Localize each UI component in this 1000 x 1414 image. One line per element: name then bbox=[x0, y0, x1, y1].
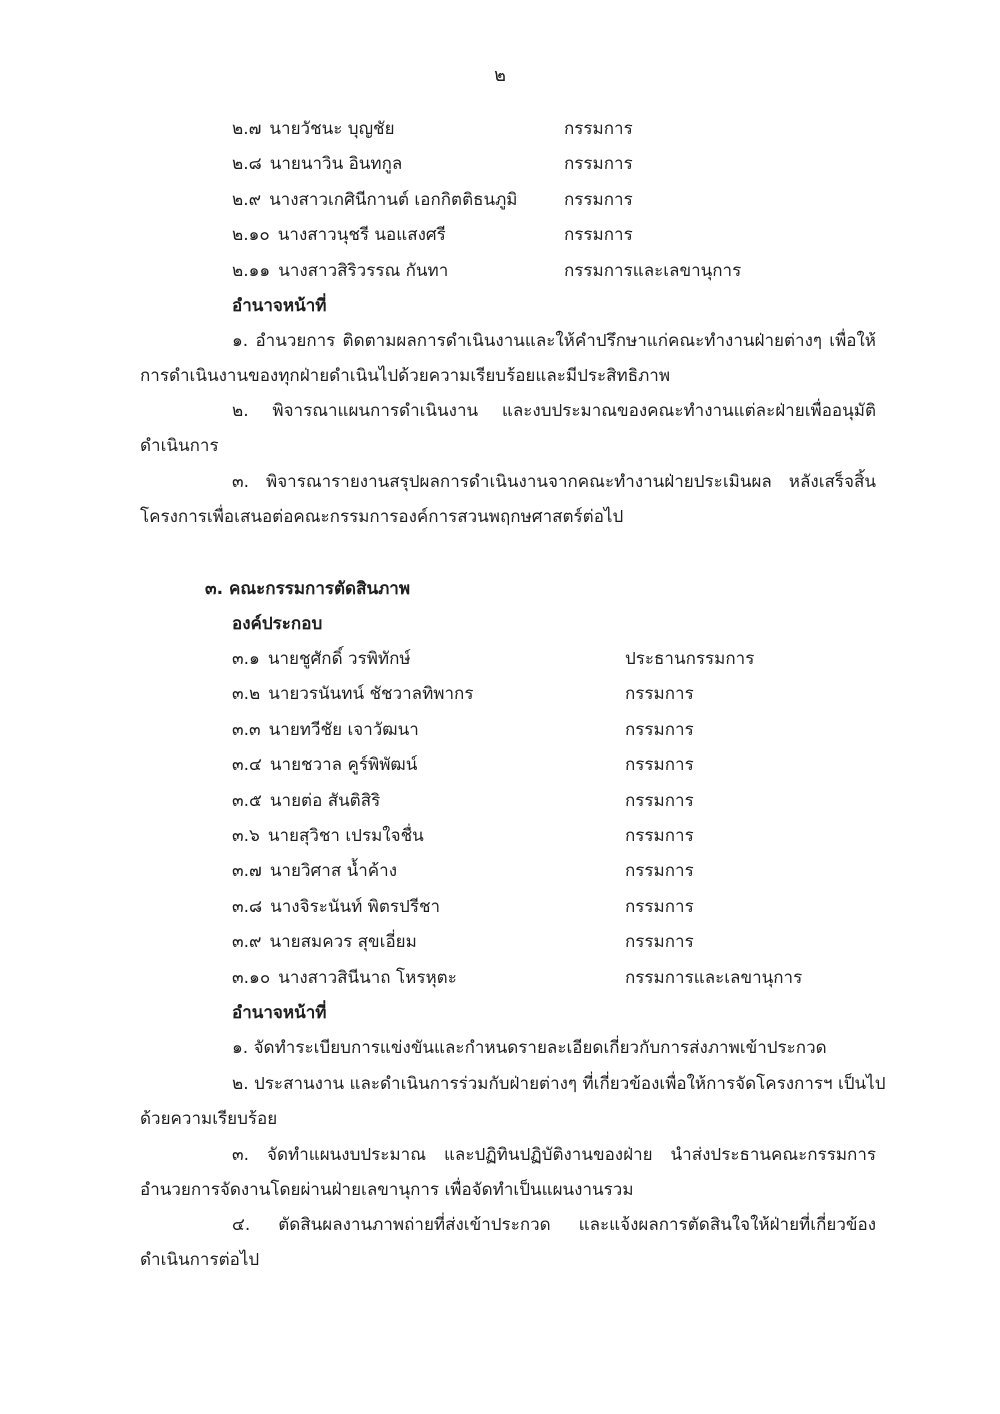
member-name: นายวิศาส น้ำค้าง bbox=[269, 861, 397, 882]
member-role: กรรมการ bbox=[625, 861, 694, 882]
member-name: นายชวาล คูร์พิพัฒน์ bbox=[269, 755, 418, 776]
member-name: นางสาวนุชรี นอแสงศรี bbox=[277, 225, 446, 246]
member-name: นายสุวิชา เปรมใจชื่น bbox=[267, 825, 424, 846]
section2-duties-heading: อำนาจหน้าที่ bbox=[232, 296, 327, 316]
list-item bbox=[232, 925, 694, 960]
section2-member-list bbox=[232, 112, 742, 289]
member-number: ๓.๘ bbox=[232, 896, 263, 917]
duty-line: ดำเนินการต่อไป bbox=[140, 1250, 260, 1271]
member-number: ๒.๙ bbox=[232, 189, 262, 210]
member-number: ๒.๗ bbox=[232, 119, 262, 139]
section3-duty-4 bbox=[140, 1208, 876, 1279]
duty-line: การดำเนินงานของทุกฝ่ายดำเนินไปด้วยความเรียบร้อยและมีประสิทธิภาพ bbox=[140, 366, 671, 387]
member-number: ๒.๑๐ bbox=[232, 225, 270, 246]
member-name: นางสาวสินีนาถ โหรหุตะ bbox=[278, 967, 457, 988]
section2-duty-3 bbox=[140, 465, 876, 536]
list-item bbox=[232, 890, 694, 925]
member-role: กรรมการ bbox=[625, 790, 694, 811]
section3-duties-heading: อำนาจหน้าที่ bbox=[232, 1003, 327, 1023]
list-item bbox=[232, 784, 694, 819]
member-number: ๒.๘ bbox=[232, 154, 262, 175]
member-number: ๒.๑๑ bbox=[232, 260, 271, 281]
member-number: ๓.๙ bbox=[232, 932, 262, 953]
member-number: ๓.๑ bbox=[232, 649, 260, 669]
duty-line: ๔. ตัดสินผลงานภาพถ่ายที่ส่งเข้าประกวด และแจ้งผลการตัดสินใจให้ฝ่ายที่เกี่ยวข้อง bbox=[232, 1215, 876, 1235]
member-name: นายทวีชัย เจาวัฒนา bbox=[268, 719, 419, 740]
member-role: กรรมการและเลขานุการ bbox=[625, 967, 803, 988]
duty-line: อำนวยการจัดงานโดยผ่านฝ่ายเลขานุการ เพื่อจัดทำเป็นแผนงานรวม bbox=[140, 1180, 634, 1201]
section3-duty-2 bbox=[140, 1067, 886, 1138]
member-name: นางสาวสิริวรรณ กันทา bbox=[278, 260, 449, 281]
section3-duty-3 bbox=[140, 1138, 876, 1209]
member-name: นางจิระนันท์ พิตรปรีชา bbox=[270, 896, 441, 917]
list-item bbox=[232, 112, 633, 147]
list-item bbox=[232, 677, 694, 712]
duty-line: ๓. พิจารณารายงานสรุปผลการดำเนินงานจากคณะทำงานฝ่ายประเมินผล หลังเสร็จสิ้น bbox=[232, 472, 876, 492]
section3-duty-1 bbox=[140, 1031, 876, 1066]
member-name: นางสาวเกศินีกานต์ เอกกิตติธนภูมิ bbox=[269, 189, 518, 210]
member-role: กรรมการ bbox=[564, 119, 633, 139]
member-number: ๓.๖ bbox=[232, 825, 260, 846]
member-number: ๓.๒ bbox=[232, 684, 261, 705]
member-number: ๓.๔ bbox=[232, 755, 262, 776]
section2-duty-2 bbox=[140, 394, 876, 465]
member-number: ๓.๑๐ bbox=[232, 967, 271, 988]
list-item bbox=[232, 183, 633, 218]
list-item bbox=[232, 218, 633, 253]
duty-line: ๓. จัดทำแผนงบประมาณ และปฏิทินปฏิบัติงานของฝ่าย นำส่งประธานคณะกรรมการ bbox=[232, 1145, 876, 1165]
duty-line: ๒. ประสานงาน และดำเนินการร่วมกับฝ่ายต่างๆ ที่เกี่ยวข้องเพื่อให้การจัดโครงการฯ เป็นไป bbox=[232, 1074, 886, 1094]
section3-title: ๓. คณะกรรมการตัดสินภาพ bbox=[205, 579, 411, 599]
section3-composition-heading: องค์ประกอบ bbox=[232, 614, 323, 634]
duty-line: ๑. อำนวยการ ติดตามผลการดำเนินงานและให้คำปรึกษาแก่คณะทำงานฝ่ายต่างๆ เพื่อให้ bbox=[232, 331, 876, 351]
member-number: ๓.๕ bbox=[232, 790, 262, 811]
duty-line: ดำเนินการ bbox=[140, 436, 219, 457]
duty-line: โครงการเพื่อเสนอต่อคณะกรรมการองค์การสวนพฤกษศาสตร์ต่อไป bbox=[140, 507, 624, 528]
section3-member-list bbox=[232, 642, 803, 996]
member-role: กรรมการ bbox=[564, 189, 633, 210]
member-name: นายวัชนะ บุญชัย bbox=[269, 119, 395, 139]
member-role: กรรมการ bbox=[625, 719, 694, 740]
page-number: ๒ bbox=[494, 65, 506, 86]
list-item bbox=[232, 147, 633, 182]
member-name: นายสมควร สุขเอี่ยม bbox=[269, 932, 417, 953]
member-number: ๓.๗ bbox=[232, 861, 262, 882]
list-item bbox=[232, 961, 803, 996]
section2-duty-1 bbox=[140, 324, 876, 395]
member-role: ประธานกรรมการ bbox=[625, 649, 755, 669]
member-name: นายชูศักดิ์ วรพิทักษ์ bbox=[267, 649, 411, 669]
member-role: กรรมการและเลขานุการ bbox=[564, 260, 742, 281]
member-role: กรรมการ bbox=[625, 896, 694, 917]
duty-line: ๒. พิจารณาแผนการดำเนินงาน และงบประมาณของคณะทำงานแต่ละฝ่ายเพื่ออนุมัติ bbox=[232, 401, 876, 421]
member-role: กรรมการ bbox=[564, 154, 633, 175]
duty-line: ด้วยความเรียบร้อย bbox=[140, 1109, 278, 1130]
member-name: นายต่อ สันติสิริ bbox=[269, 790, 381, 811]
list-item bbox=[232, 713, 694, 748]
member-role: กรรมการ bbox=[625, 932, 694, 953]
duty-line: ๑. จัดทำระเบียบการแข่งขันและกำหนดรายละเอียดเกี่ยวกับการส่งภาพเข้าประกวด bbox=[232, 1038, 827, 1058]
member-number: ๓.๓ bbox=[232, 719, 261, 740]
member-role: กรรมการ bbox=[625, 684, 694, 705]
list-item bbox=[232, 854, 694, 889]
list-item bbox=[232, 642, 755, 677]
list-item bbox=[232, 748, 694, 783]
member-name: นายวรนันทน์ ชัชวาลทิพากร bbox=[268, 684, 474, 705]
member-role: กรรมการ bbox=[625, 825, 694, 846]
list-item bbox=[232, 254, 742, 289]
member-role: กรรมการ bbox=[564, 225, 633, 246]
member-role: กรรมการ bbox=[625, 755, 694, 776]
list-item bbox=[232, 819, 694, 854]
member-name: นายนาวิน อินทกูล bbox=[269, 154, 403, 175]
